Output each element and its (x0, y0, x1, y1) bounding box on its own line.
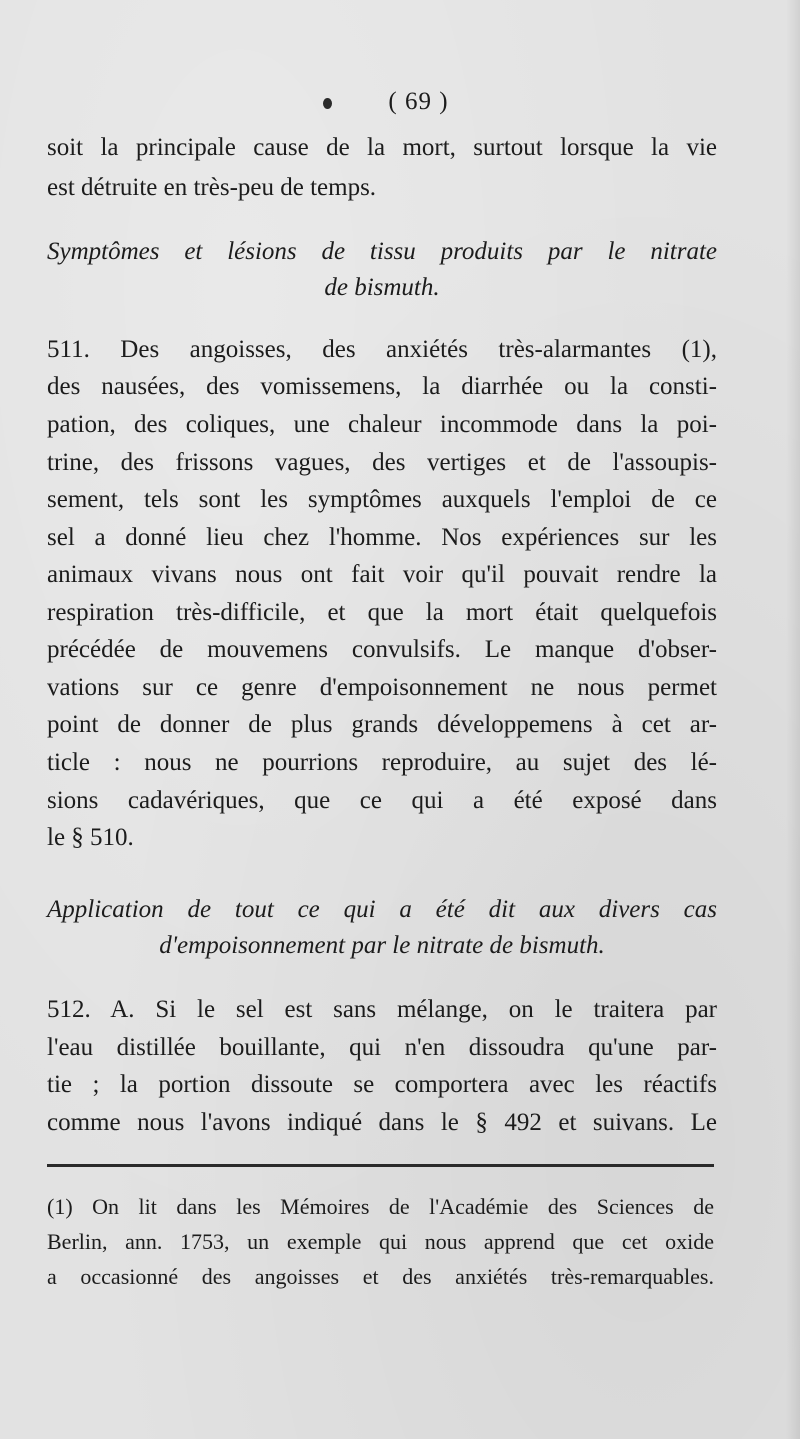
paragraph-511-line-1: 511. Des angoisses, des anxiétés très-alarmantes (1), (47, 336, 717, 363)
footnote-line-1: (1) On lit dans les Mémoires de l'Académie des Sciences de (47, 1194, 714, 1219)
footnote-line-3: a occasionné des angoisses et des anxiétés très-remarquables. (47, 1264, 714, 1289)
paragraph-511-line-10: vations sur ce genre d'empoisonnement ne nous permet (47, 674, 717, 701)
section-heading-bismuth-line-1: Symptômes et lésions de tissu produits par le nitrate (47, 238, 717, 265)
paragraph-511-line-6: sel a donné lieu chez l'homme. Nos expériences sur les (47, 524, 717, 551)
page-number-text: ( 69 ) (388, 88, 449, 115)
paragraph-511-line-13: sions cadavériques, que ce qui a été exposé dans (47, 787, 717, 814)
paragraph-511-line-4: trine, des frissons vagues, des vertiges et de l'assoupis- (47, 449, 717, 476)
section-heading-application-line-1: Application de tout ce qui a été dit aux divers cas (47, 896, 717, 923)
page-number (0, 88, 800, 116)
paragraph-511-line-7: animaux vivans nous ont fait voir qu'il pouvait rendre la (47, 561, 717, 588)
footnote-rule (47, 1164, 714, 1167)
intro-line-2: est détruite en très-peu de temps. (47, 174, 377, 201)
paragraph-511-line-14: le § 510. (47, 824, 134, 851)
paragraph-512-line-3: tie ; la portion dissoute se comportera avec les réactifs (47, 1071, 717, 1098)
section-heading-bismuth-line-2: de bismuth. (324, 274, 440, 301)
paragraph-511-line-5: sement, tels sont les symptômes auxquels l'emploi de ce (47, 486, 717, 513)
paragraph-512-line-2: l'eau distillée bouillante, qui n'en dissoudra qu'une par- (47, 1034, 717, 1061)
paragraph-511-line-2: des nausées, des vomissemens, la diarrhée ou la consti- (47, 373, 717, 400)
ink-blot (323, 98, 332, 109)
paragraph-512-line-1: 512. A. Si le sel est sans mélange, on le traitera par (47, 996, 717, 1023)
paragraph-511-line-3: pation, des coliques, une chaleur incommode dans la poi- (47, 411, 717, 438)
paragraph-511-line-8: respiration très-difficile, et que la mort était quelquefois (47, 599, 717, 626)
paragraph-512-line-4: comme nous l'avons indiqué dans le § 492 et suivans. Le (47, 1109, 717, 1136)
footnote-line-2: Berlin, ann. 1753, un exemple qui nous apprend que cet oxide (47, 1229, 714, 1254)
paragraph-511-line-9: précédée de mouvemens convulsifs. Le manque d'obser- (47, 636, 717, 663)
paragraph-511-line-11: point de donner de plus grands développemens à cet ar- (47, 711, 717, 738)
paragraph-511-line-12: ticle : nous ne pourrions reproduire, au sujet des lé- (47, 749, 717, 776)
section-heading-application-line-2: d'empoisonnement par le nitrate de bismuth. (159, 932, 605, 959)
page-edge-shadow (786, 0, 800, 1439)
intro-line-1: soit la principale cause de la mort, surtout lorsque la vie (47, 134, 717, 161)
